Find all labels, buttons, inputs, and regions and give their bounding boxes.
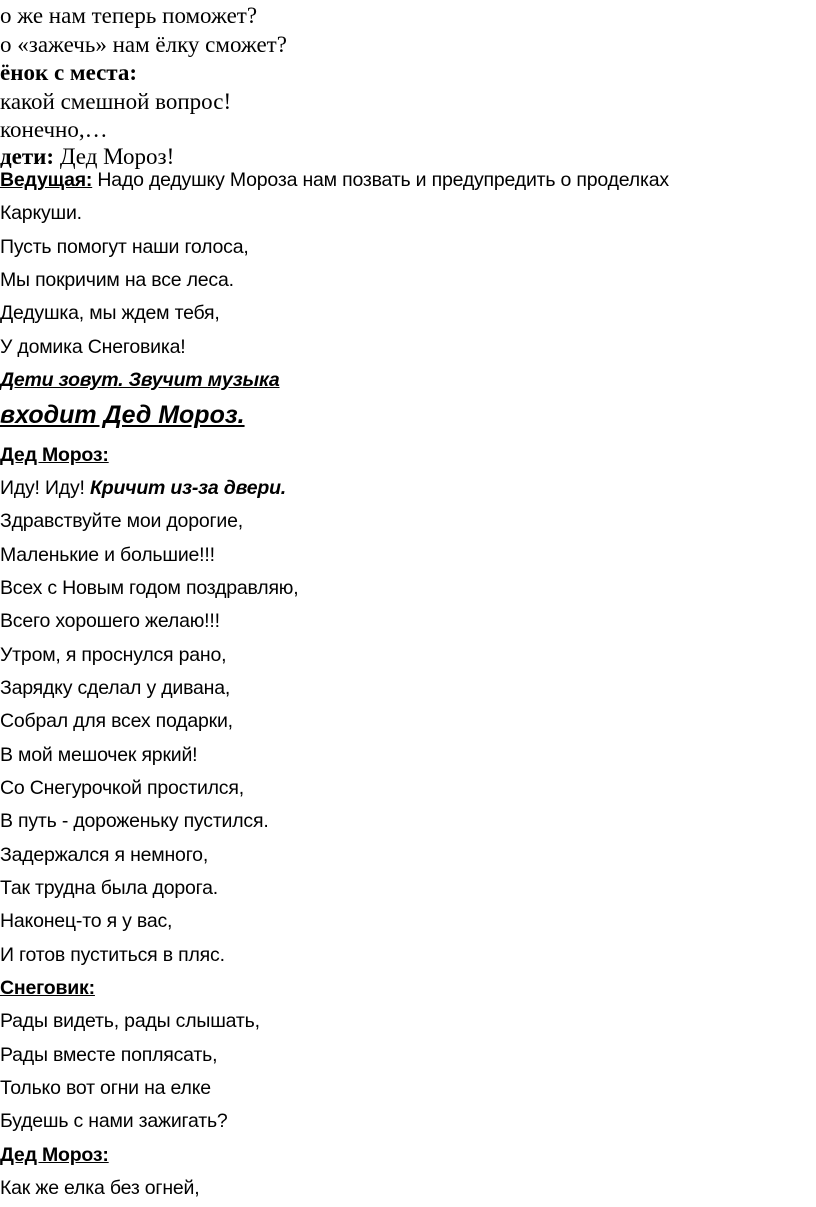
text-line: Будешь с нами зажигать? (0, 1110, 228, 1132)
text-line: Каркуши. (0, 202, 82, 224)
text-line: Пусть помогут наши голоса, (0, 236, 249, 258)
text-line: Утром, я проснулся рано, (0, 644, 227, 666)
text-line: Задержался я немного, (0, 844, 209, 866)
text-line: конечно,… (0, 117, 108, 142)
text-line: какой смешной вопрос! (0, 89, 232, 114)
text-line: Только вот огни на елке (0, 1077, 211, 1099)
text-line: Маленькие и большие!!! (0, 544, 215, 566)
text-line: Здравствуйте мои дорогие, (0, 510, 243, 532)
text-line: Так трудна была дорога. (0, 877, 218, 899)
text-line: Рады видеть, рады слышать, (0, 1010, 260, 1032)
stage-direction-large: входит Дед Мороз. (0, 401, 245, 429)
line-text: Дед Мороз! (54, 144, 175, 169)
text-line: Собрал для всех подарки, (0, 710, 233, 732)
text-line: Всего хорошего желаю!!! (0, 610, 220, 632)
santa-first-line (0, 473, 286, 503)
speaker-label: Дед Мороз: (0, 1144, 109, 1166)
speaker-label: Снеговик: (0, 977, 95, 999)
text-line: Рады вместе поплясать, (0, 1044, 218, 1066)
stage-direction: Дети зовут. Звучит музыка (0, 369, 280, 391)
stage-direction: Кричит из-за двери. (89, 477, 287, 499)
text-line: Наконец-то я у вас, (0, 910, 173, 932)
host-line (0, 165, 669, 195)
line-text: Иду! Иду! (0, 477, 90, 499)
text-line: о «зажечь» нам ёлку сможет? (0, 32, 287, 57)
text-line: Дедушка, мы ждем тебя, (0, 302, 220, 324)
text-line: И готов пуститься в пляс. (0, 944, 225, 966)
speaker-label: ёнок с места: (0, 60, 138, 85)
text-line: о же нам теперь поможет? (0, 3, 258, 28)
text-line: Как же елка без огней, (0, 1177, 200, 1199)
speaker-label: Ведущая: (0, 169, 93, 191)
text-line: В путь - дороженьку пустился. (0, 810, 269, 832)
speaker-label: Дед Мороз: (0, 444, 109, 466)
text-line: Всех с Новым годом поздравляю, (0, 577, 299, 599)
text-line: У домика Снеговика! (0, 336, 186, 358)
text-line: Мы покричим на все леса. (0, 269, 234, 291)
text-line: В мой мешочек яркий! (0, 744, 198, 766)
speaker-label: дети: (0, 144, 55, 169)
text-line: Зарядку сделал у дивана, (0, 677, 231, 699)
text-line: Со Снегурочкой простился, (0, 777, 244, 799)
line-text: Надо дедушку Мороза нам позвать и предупредить о проделках (92, 169, 669, 191)
